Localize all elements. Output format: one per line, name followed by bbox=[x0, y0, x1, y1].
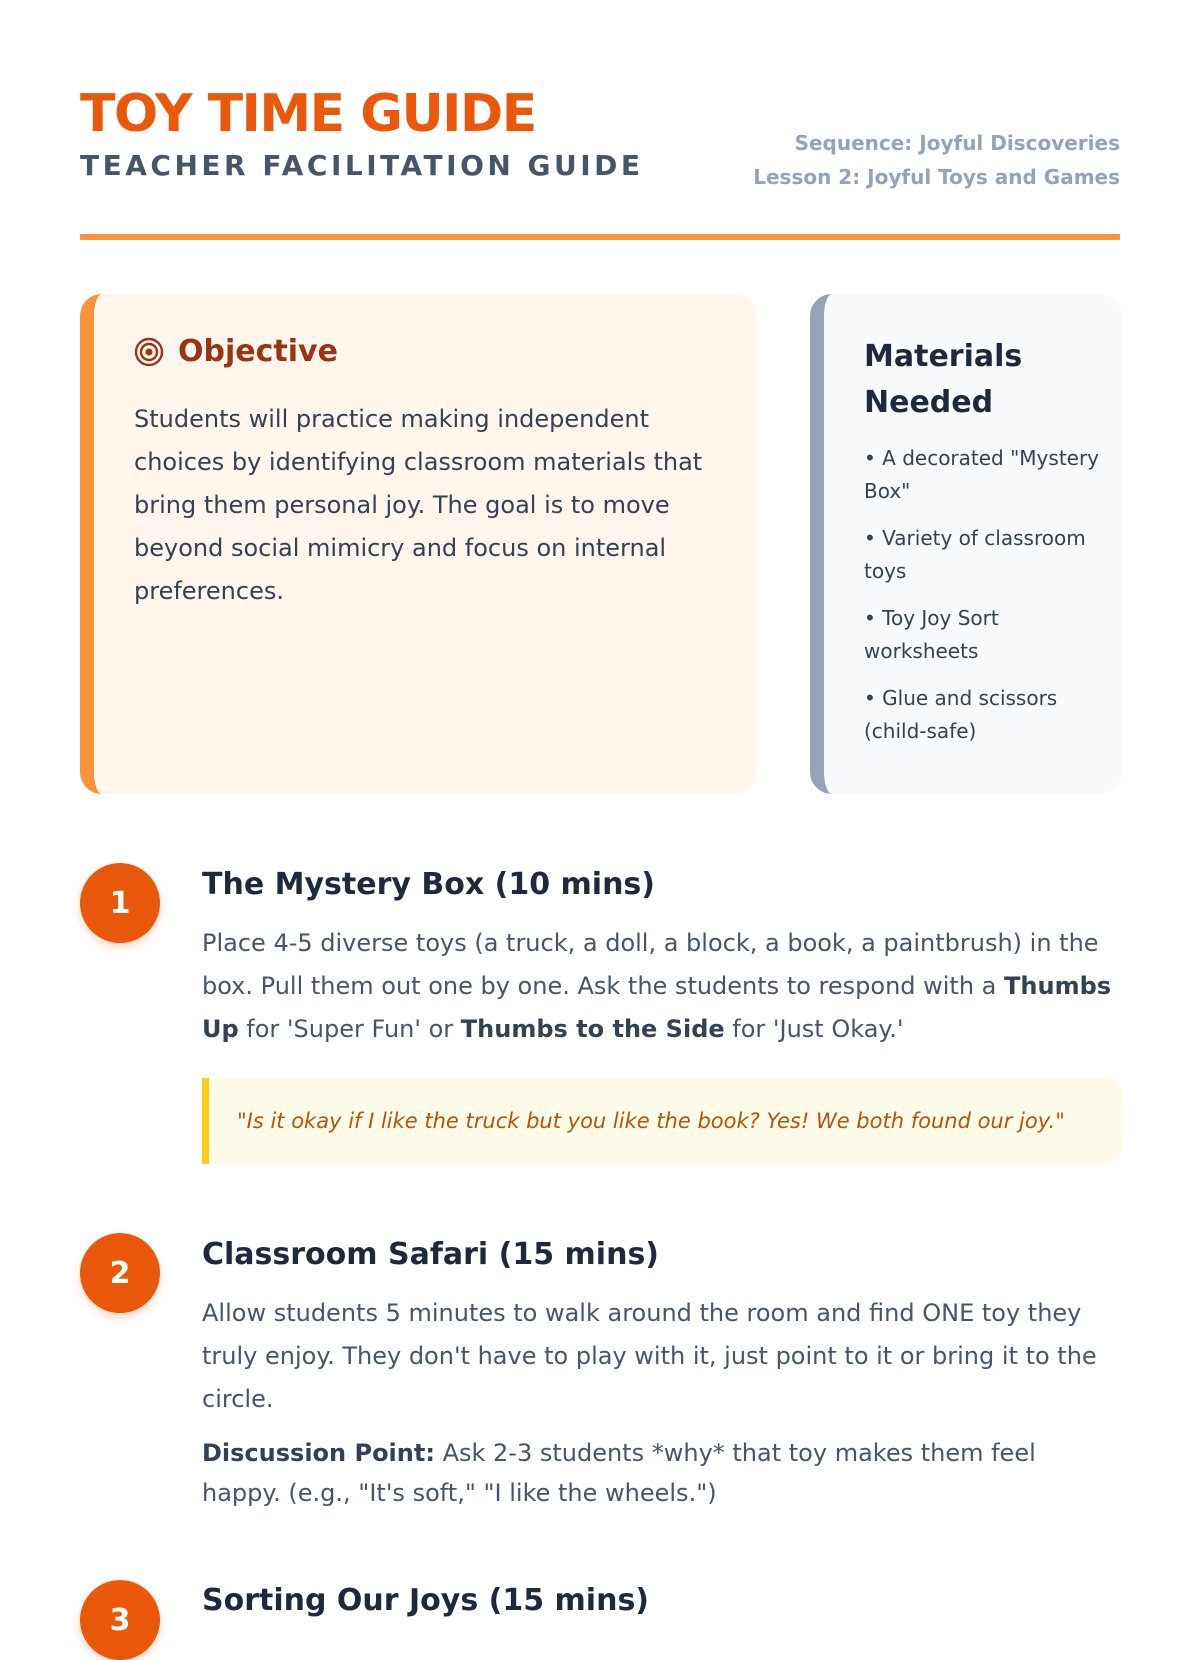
discussion-label: Discussion Point: bbox=[202, 1439, 435, 1467]
quote-text: "Is it okay if I like the truck but you like the book? Yes! We both found our joy." bbox=[237, 1109, 1065, 1133]
page-title: TOY TIME GUIDE bbox=[80, 84, 536, 144]
objective-text: Students will practice making independent choices by identifying classroom materials that bring them personal joy. The goal is to move beyond social mimicry and focus on internal preferences. bbox=[134, 405, 703, 605]
target-icon bbox=[134, 337, 164, 367]
page-subtitle: TEACHER FACILITATION GUIDE bbox=[80, 149, 644, 182]
step-1-bold-b: Thumbs to the Side bbox=[460, 1015, 725, 1043]
step-1-text-b: for 'Super Fun' or bbox=[238, 1015, 461, 1043]
step-2-number: 2 bbox=[80, 1233, 160, 1313]
header-divider bbox=[80, 234, 1120, 240]
list-item: • Toy Joy Sort worksheets bbox=[864, 606, 999, 663]
objective-card bbox=[80, 294, 756, 794]
step-1-text-a: Place 4-5 diverse toys (a truck, a doll, a block, a book, a paintbrush) in the box. Pull them out one by one. Ask the students to respond with a bbox=[202, 929, 1099, 1000]
materials-title: Materials Needed bbox=[864, 339, 1023, 420]
step-1-number: 1 bbox=[80, 863, 160, 943]
list-item: • Variety of classroom toys bbox=[864, 526, 1086, 583]
step-2-discussion bbox=[202, 1433, 1122, 1513]
objective-title: Objective bbox=[178, 334, 338, 369]
materials-list bbox=[864, 442, 1104, 762]
step-1-text-c: for 'Just Okay.' bbox=[724, 1015, 904, 1043]
lesson-meta bbox=[753, 126, 1120, 194]
step-3-title: Sorting Our Joys (15 mins) bbox=[202, 1583, 650, 1618]
step-1-bold-a: Thumbs Up bbox=[202, 972, 1112, 1043]
sequence-label: Sequence: Joyful Discoveries bbox=[794, 131, 1120, 155]
discussion-text: Ask 2-3 students *why* that toy makes them feel happy. (e.g., "It's soft," "I like the wheels.") bbox=[202, 1439, 1036, 1507]
step-3-number: 3 bbox=[80, 1580, 160, 1660]
step-1-quote bbox=[202, 1078, 1122, 1164]
materials-card bbox=[810, 294, 1122, 794]
step-1-title: The Mystery Box (10 mins) bbox=[202, 867, 656, 902]
step-2-body: Allow students 5 minutes to walk around the room and find ONE toy they truly enjoy. They don't have to play with it, just point to it or bring it to the circle. bbox=[202, 1299, 1097, 1413]
objective-header bbox=[134, 334, 338, 370]
lesson-label: Lesson 2: Joyful Toys and Games bbox=[753, 165, 1120, 189]
step-1-body bbox=[202, 922, 1122, 1051]
step-2-title: Classroom Safari (15 mins) bbox=[202, 1237, 660, 1272]
list-item: • A decorated "Mystery Box" bbox=[864, 446, 1100, 503]
page-header bbox=[80, 80, 1120, 240]
list-item: • Glue and scissors (child-safe) bbox=[864, 686, 1058, 743]
